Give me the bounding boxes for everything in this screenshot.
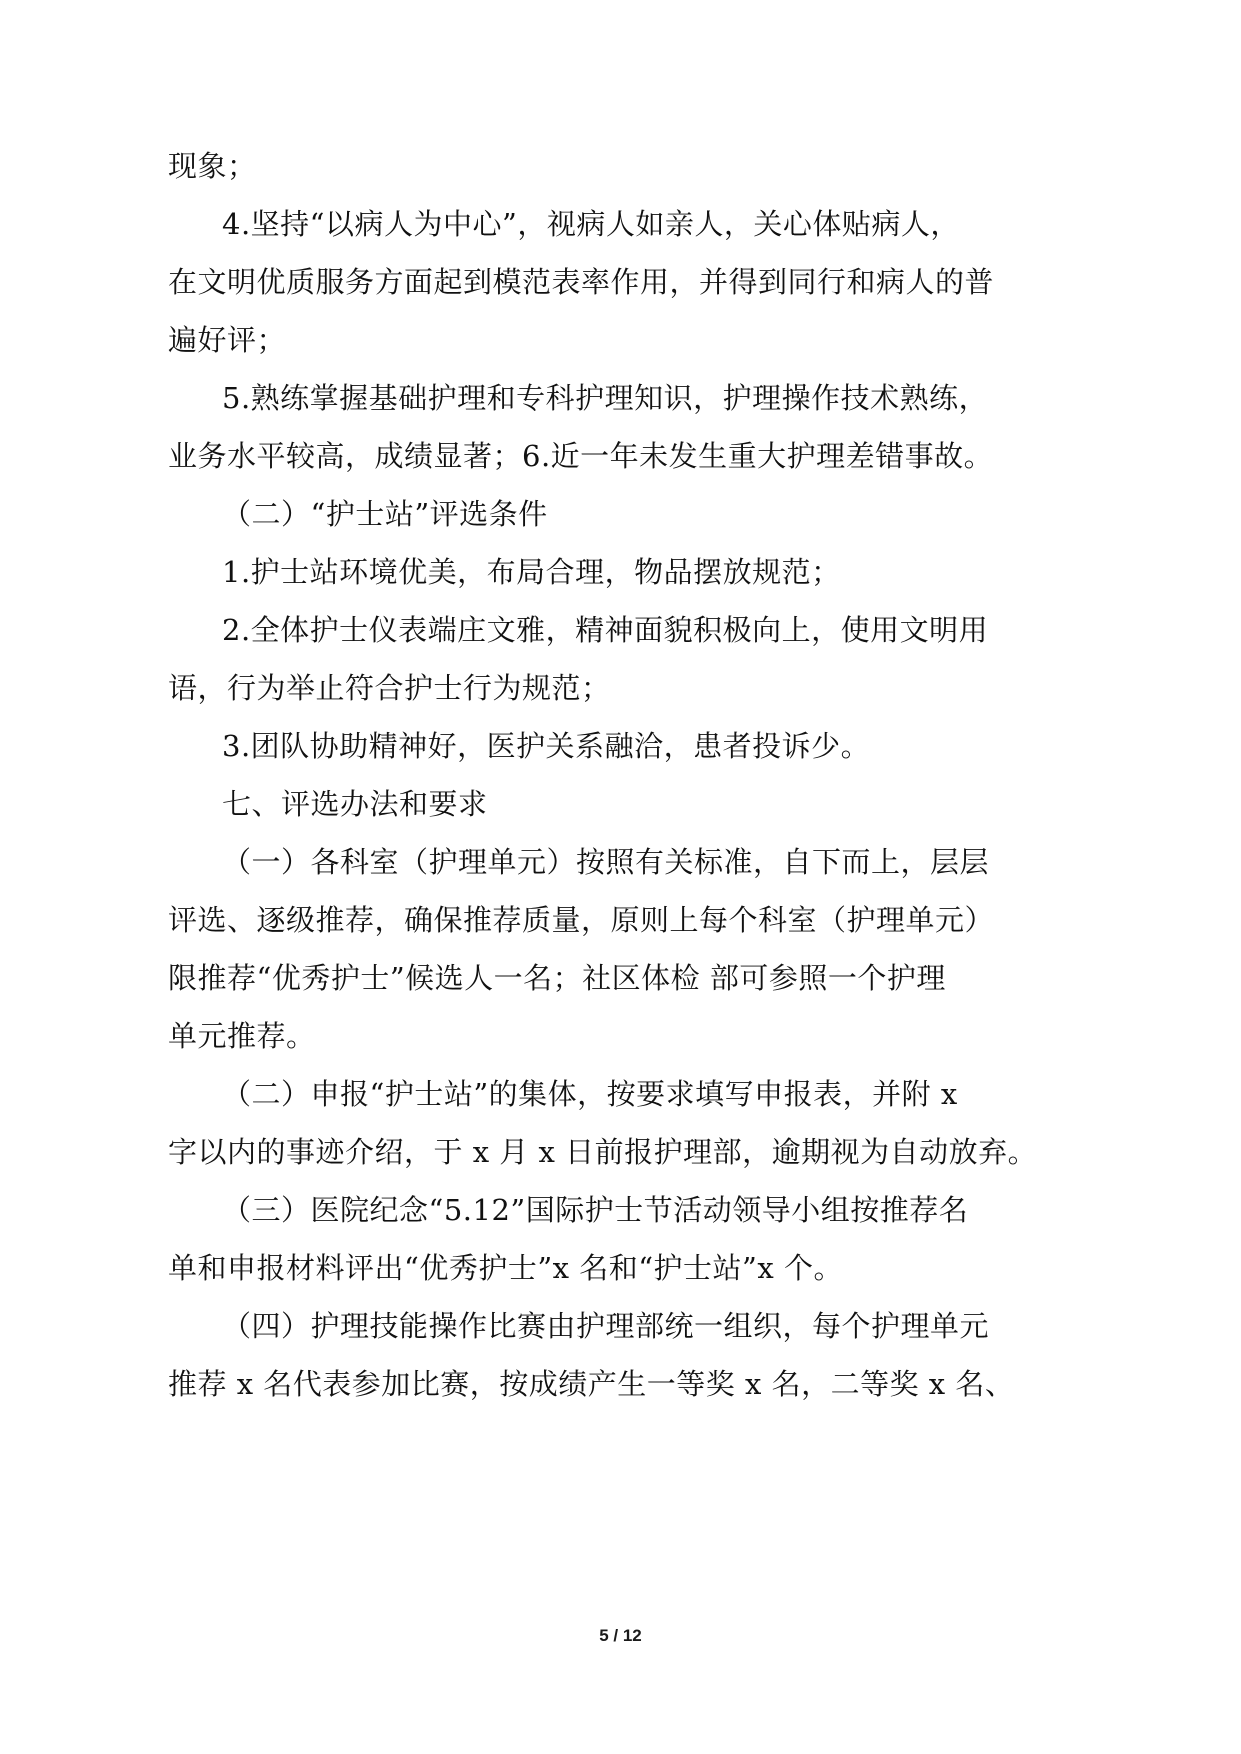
text-line: 遍好评； — [168, 323, 287, 357]
text-line: 评选、逐级推荐，确保推荐质量，原则上每个科室（护理单元） — [168, 903, 995, 937]
text-line: 限推荐“优秀护士”候选人一名；社区体检 部可参照一个护理 — [168, 961, 946, 995]
text-line: 语，行为举止符合护士行为规范； — [168, 671, 611, 705]
text-line: （二）申报“护士站”的集体，按要求填写申报表，并附 x — [222, 1077, 958, 1111]
text-line: 2.全体护士仪表端庄文雅，精神面貌积极向上，使用文明用 — [222, 613, 989, 647]
text-line: 字以内的事迹介绍，于 x 月 x 日前报护理部，逾期视为自动放弃。 — [168, 1135, 1038, 1169]
text-line: 1.护士站环境优美，布局合理，物品摆放规范； — [222, 555, 841, 589]
text-line: 推荐 x 名代表参加比赛，按成绩产生一等奖 x 名，二等奖 x 名、 — [168, 1367, 1015, 1401]
text-line: （四）护理技能操作比赛由护理部统一组织，每个护理单元 — [222, 1309, 990, 1343]
text-line: 单元推荐。 — [168, 1019, 316, 1053]
text-line: 5.熟练掌握基础护理和专科护理知识，护理操作技术熟练， — [222, 381, 989, 415]
text-line: 3.团队协助精神好，医护关系融洽，患者投诉少。 — [222, 729, 871, 763]
text-line: 业务水平较高，成绩显著；6.近一年未发生重大护理差错事故。 — [168, 439, 994, 473]
text-line: （三）医院纪念“5.12”国际护士节活动领导小组按推荐名 — [222, 1193, 969, 1227]
section-heading: （二）“护士站”评选条件 — [222, 497, 548, 531]
section-heading: 七、评选办法和要求 — [222, 787, 488, 821]
text-line: 现象； — [168, 149, 257, 183]
text-line: 4.坚持“以病人为中心”，视病人如亲人，关心体贴病人， — [222, 207, 960, 241]
page-number: 5 / 12 — [599, 1626, 642, 1645]
text-line: 单和申报材料评出“优秀护士”x 名和“护士站”x 个。 — [168, 1251, 843, 1285]
text-line: （一）各科室（护理单元）按照有关标准，自下而上，层层 — [222, 845, 990, 879]
text-line: 在文明优质服务方面起到模范表率作用，并得到同行和病人的普 — [168, 265, 995, 299]
